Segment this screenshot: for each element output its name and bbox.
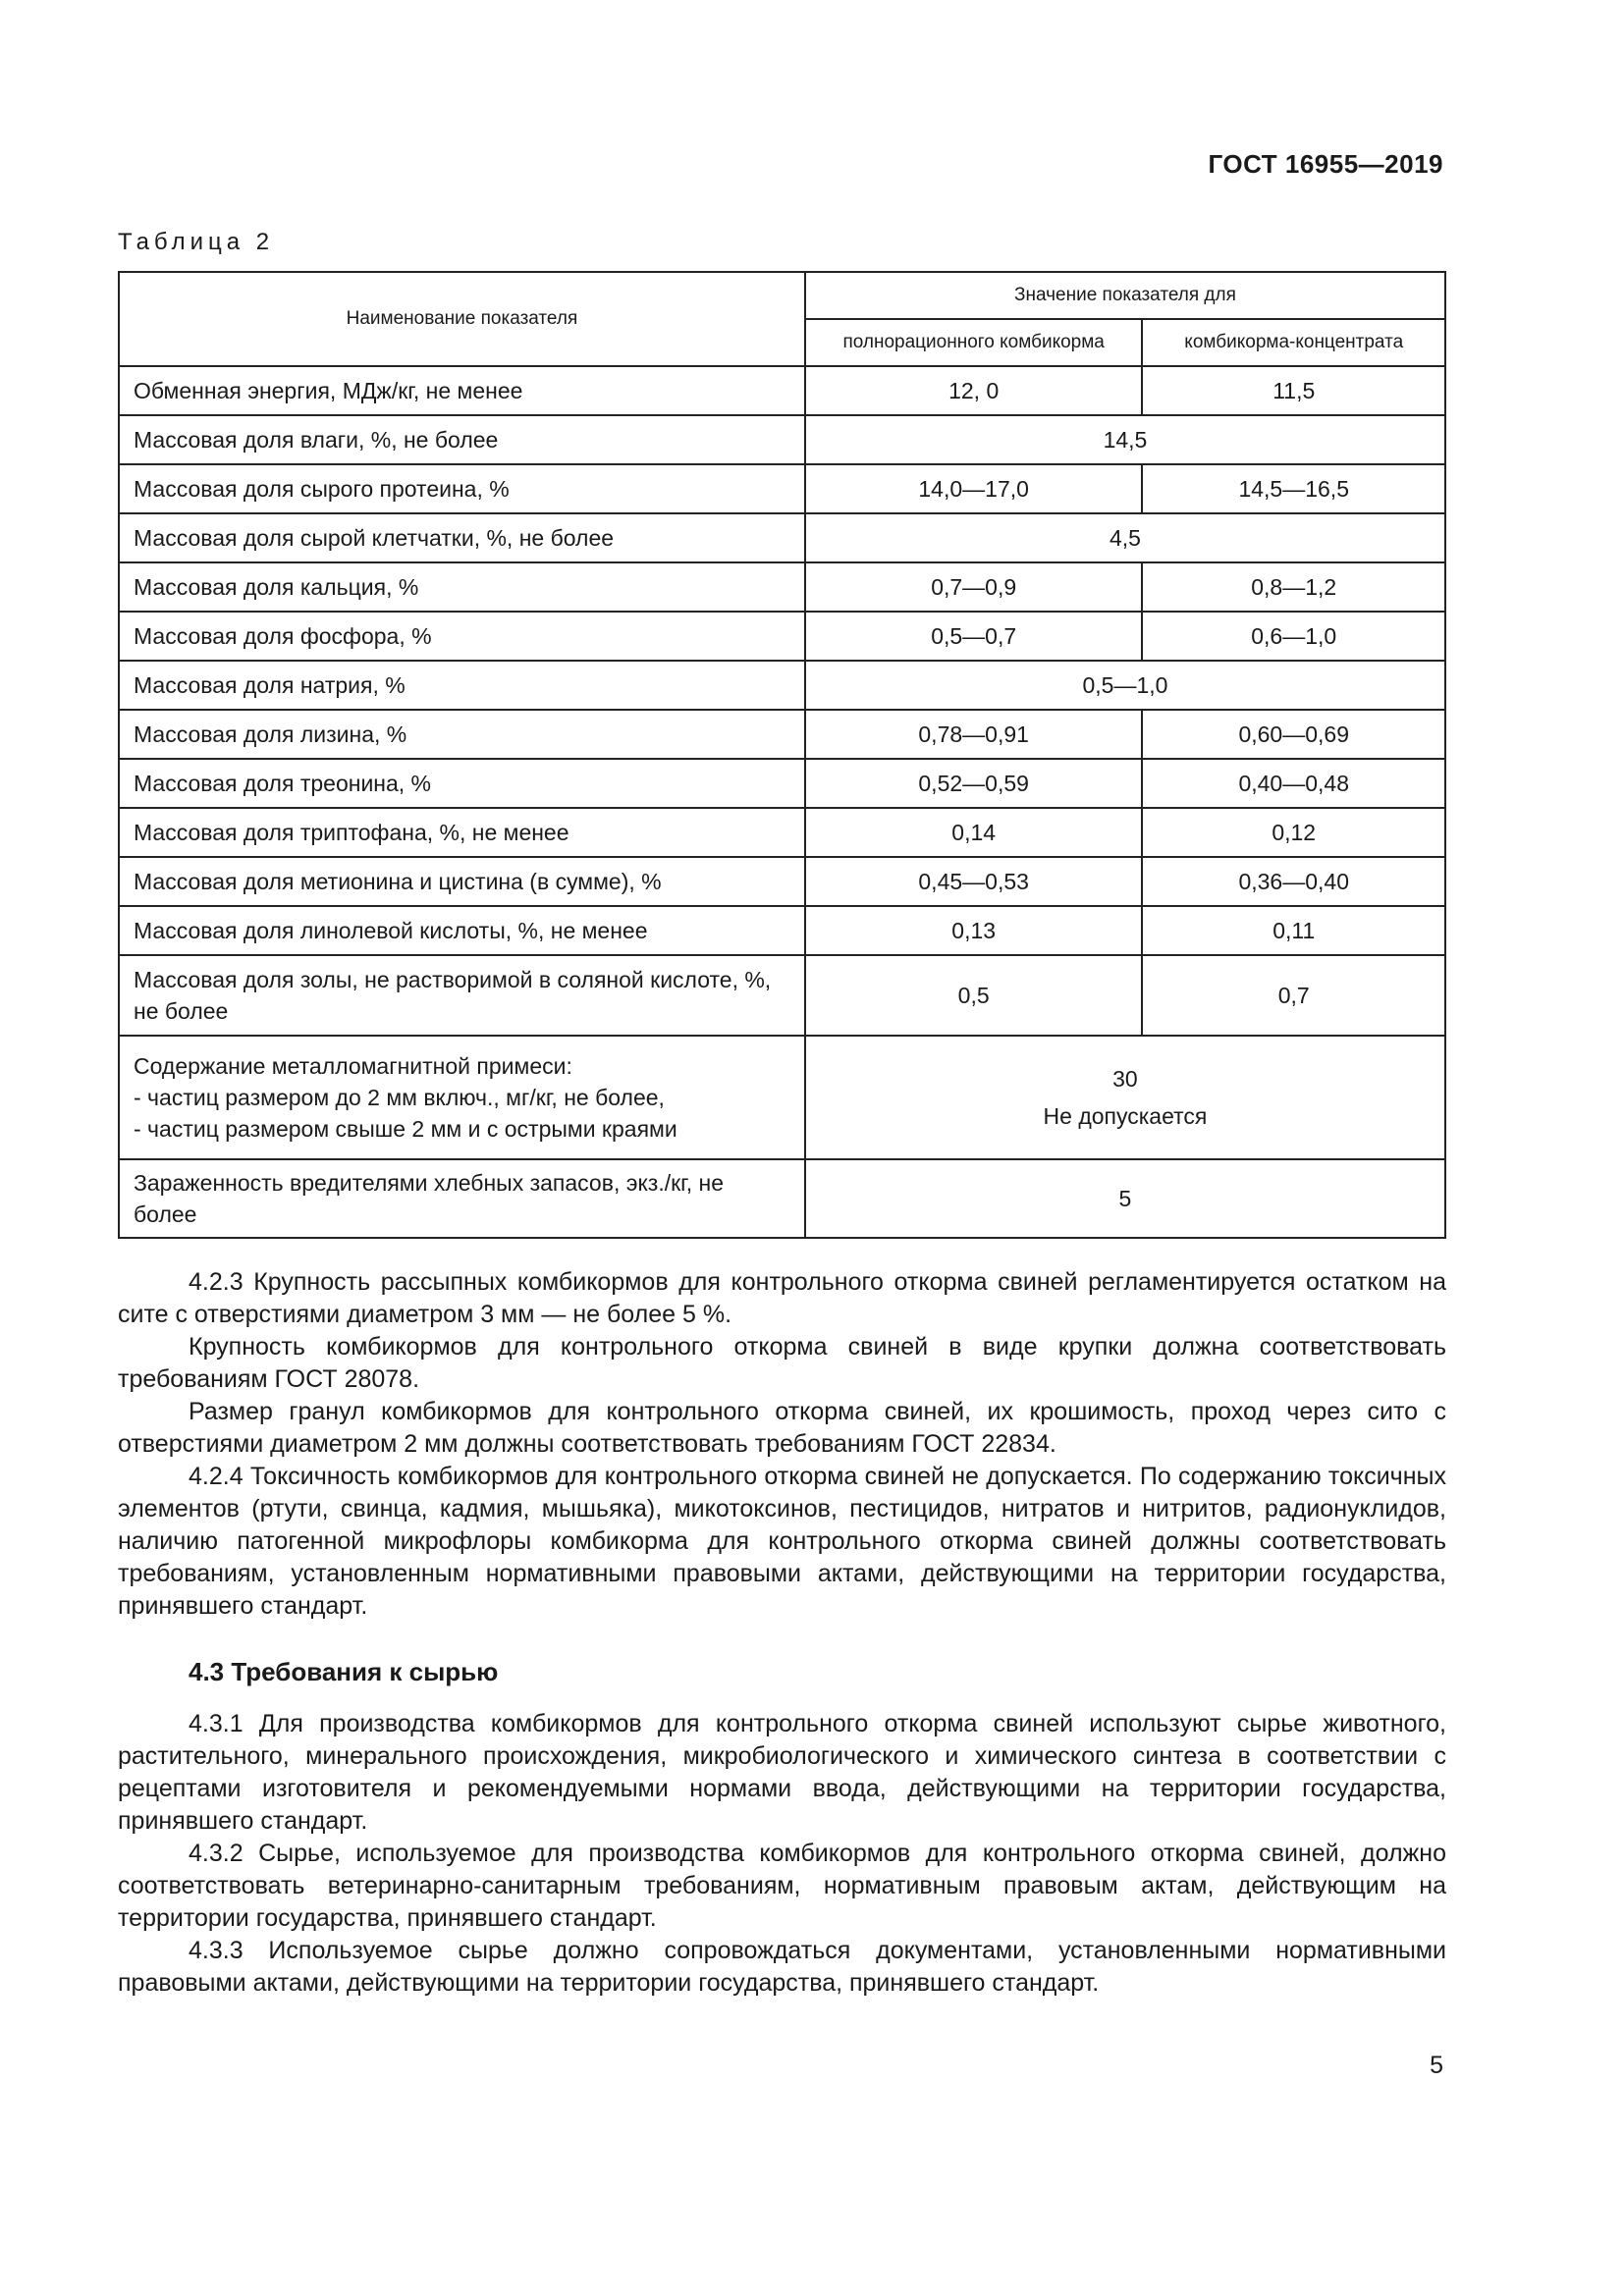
value-concentrate: 0,6—1,0 <box>1142 612 1445 661</box>
value-merged: 5 <box>805 1159 1445 1238</box>
value-concentrate: 0,60—0,69 <box>1142 710 1445 759</box>
value-concentrate: 0,36—0,40 <box>1142 857 1445 906</box>
row-name: Массовая доля линолевой кислоты, %, не менее <box>119 906 805 955</box>
value-concentrate: 0,11 <box>1142 906 1445 955</box>
row-name: Обменная энергия, МДж/кг, не менее <box>119 366 805 415</box>
value-full-ration: 0,45—0,53 <box>805 857 1143 906</box>
value-merged-multiline <box>805 1036 1445 1159</box>
row-name: Массовая доля фосфора, % <box>119 612 805 661</box>
row-name: Массовая доля сырой клетчатки, %, не более <box>119 513 805 562</box>
value-full-ration: 0,5 <box>805 955 1143 1036</box>
value-full-ration: 0,7—0,9 <box>805 562 1143 612</box>
value-concentrate: 0,12 <box>1142 808 1445 857</box>
row-name-multiline <box>119 1036 805 1159</box>
row-name: Содержание металломагнитной примеси: <box>134 1053 572 1079</box>
value-full-ration: 0,5—0,7 <box>805 612 1143 661</box>
indicators-table <box>118 271 1446 1239</box>
paragraph: 4.2.3 Крупность рассыпных комбикормов для контрольного откорма свиней регламентируется остатком на сите с отверстиями диаметром 3 мм — не более 5 %. <box>118 1268 1446 1328</box>
row-name: Массовая доля триптофана, %, не менее <box>119 808 805 857</box>
value-merged: 4,5 <box>805 513 1445 562</box>
value-merged: 14,5 <box>805 415 1445 464</box>
paragraph: Размер гранул комбикормов для контрольного откорма свиней, их крошимость, проход через сито с отверстиями диаметром 2 мм должны соответствовать требованиям ГОСТ 22834. <box>118 1398 1446 1458</box>
row-name: Массовая доля треонина, % <box>119 759 805 808</box>
row-name: Зараженность вредителями хлебных запасов, экз./кг, не более <box>119 1159 805 1238</box>
row-name: Массовая доля кальция, % <box>119 562 805 612</box>
header-full-ration: полнорационного комбикорма <box>805 319 1143 366</box>
row-name: Массовая доля лизина, % <box>119 710 805 759</box>
table-caption: Таблица 2 <box>118 229 275 255</box>
value-concentrate: 0,7 <box>1142 955 1445 1036</box>
row-name: Массовая доля метионина и цистина (в сумме), % <box>119 857 805 906</box>
section-4-2-text <box>118 1266 1446 1623</box>
header-name-column: Наименование показателя <box>119 272 805 366</box>
row-subitem: - частиц размером свыше 2 мм и с острыми краями <box>134 1116 677 1142</box>
paragraph: 4.3.3 Используемое сырье должно сопровождаться документами, установленными нормативными правовыми актами, действующими на территории государства, принявшего стандарт. <box>118 1937 1446 1997</box>
paragraph: Крупность комбикормов для контрольного откорма свиней в виде крупки должна соответствовать требованиям ГОСТ 28078. <box>118 1333 1446 1393</box>
value-line: 30 <box>1112 1066 1138 1092</box>
row-name: Массовая доля золы, не растворимой в соляной кислоте, %, не более <box>119 955 805 1036</box>
header-concentrate: комбикорма-концентрата <box>1142 319 1445 366</box>
value-concentrate: 0,8—1,2 <box>1142 562 1445 612</box>
value-full-ration: 0,13 <box>805 906 1143 955</box>
header-value-group: Значение показателя для <box>805 272 1445 319</box>
value-full-ration: 12, 0 <box>805 366 1143 415</box>
value-full-ration: 0,52—0,59 <box>805 759 1143 808</box>
row-name: Массовая доля натрия, % <box>119 661 805 710</box>
row-name: Массовая доля влаги, %, не более <box>119 415 805 464</box>
value-merged: 0,5—1,0 <box>805 661 1445 710</box>
paragraph: 4.3.2 Сырье, используемое для производства комбикормов для контрольного откорма свиней, должно соответствовать ветеринарно-санитарным требованиям, нормативным правовым актам, действующим на территории государства, принявшего стандарт. <box>118 1840 1446 1932</box>
page-number: 5 <box>1430 2052 1443 2079</box>
paragraph: 4.3.1 Для производства комбикормов для контрольного откорма свиней используют сырье животного, растительного, минерального происхождения, микробиологического и химического синтеза в соответствии с рецептами изготовителя и рекомендуемыми нормами ввода, действующими на территории государства, принявшего стандарт. <box>118 1710 1446 1835</box>
value-line: Не допускается <box>1043 1103 1208 1129</box>
document-id: ГОСТ 16955—2019 <box>1208 149 1443 179</box>
value-concentrate: 11,5 <box>1142 366 1445 415</box>
value-concentrate: 0,40—0,48 <box>1142 759 1445 808</box>
section-4-3-text <box>118 1708 1446 2000</box>
paragraph: 4.2.4 Токсичность комбикормов для контрольного откорма свиней не допускается. По содержанию токсичных элементов (ртути, свинца, кадмия, мышьяка), микотоксинов, пестицидов, нитратов и нитритов, радионуклидов, наличию патогенной микрофлоры комбикорма для контрольного откорма свиней должны соответствовать требованиям, установленным нормативными правовыми актами, действующими на территории государства, принявшего стандарт. <box>118 1463 1446 1620</box>
value-full-ration: 14,0—17,0 <box>805 464 1143 513</box>
value-concentrate: 14,5—16,5 <box>1142 464 1445 513</box>
value-full-ration: 0,78—0,91 <box>805 710 1143 759</box>
value-full-ration: 0,14 <box>805 808 1143 857</box>
row-name: Массовая доля сырого протеина, % <box>119 464 805 513</box>
row-subitem: - частиц размером до 2 мм включ., мг/кг, не более, <box>134 1085 665 1110</box>
section-heading: 4.3 Требования к сырью <box>189 1657 499 1686</box>
